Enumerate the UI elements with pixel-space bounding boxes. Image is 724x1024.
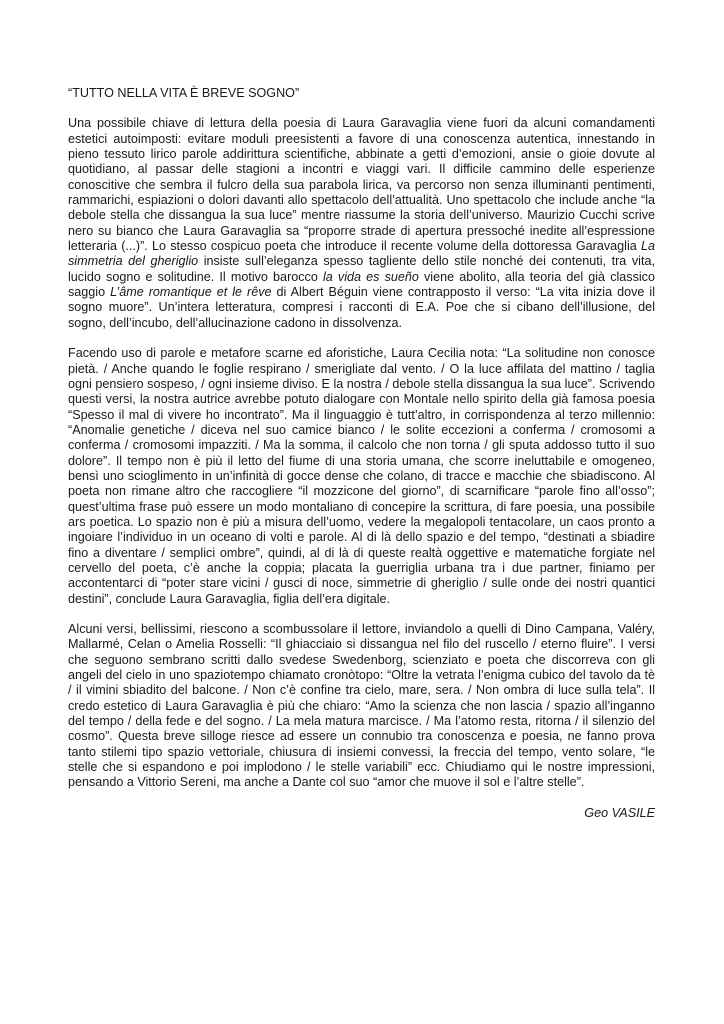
document-page: [68, 86, 655, 821]
book-title-italic: La simmetria del gheriglio: [68, 239, 655, 269]
motif-italic: la vida es sueño: [323, 269, 419, 284]
essay-title-italic: L’âme romantique et le rêve: [110, 285, 272, 300]
author-signature: Geo VASILE: [584, 805, 655, 820]
paragraph-1-text-g: di Albert Béguin viene contrapposto il verso: “La vita inizia dove il sogno muore”. Un’intera letteratura, compresi i racconti di E.A. Poe che si cibano dell’illusione, del sogno, dell’incubo, dell’allucinazione cadono in dissolvenza.: [68, 285, 655, 330]
paragraph-1-text-a: Una possibile chiave di lettura della poesia di Laura Garavaglia viene fuori da alcuni comandamenti estetici autoimposti: evitare moduli preesistenti a favore di una conoscenza autentica, innestando in pieno tessuto lirico parole addirittura scientifiche, abbinate a getti d’emozioni, ansie o gioie dovute al quotidiano, al passar delle stagioni a incontri e viaggi vari. Il difficile cammino delle esperienze conoscitive che sembra il fulcro della sua parabola lirica, va percorso non senza illuminanti pentimenti, rammarichi, espiazioni o dolori davanti allo spettacolo dell’attualità. Uno spettacolo che include anche “la debole stella che dissangua la sua luce” mentre riassume la storia dell’universo. Maurizio Cucchi scrive nero su bianco che Laura Garavaglia sa “proporre strade di apertura pressoché inedite all’espressione letteraria (...)”. Lo stesso cospicuo poeta che introduce il recente volume della dottoressa Garavaglia: [68, 116, 655, 254]
paragraph-1: [68, 116, 655, 331]
paragraph-1-text-e: viene abolito, alla teoria del già classico saggio: [68, 269, 655, 300]
paragraph-1-text-c: insiste sull’eleganza spesso tagliente dello stile nonché dei contenuti, tra vita, lucido sogno e solitudine. Il motivo barocco: [68, 254, 655, 284]
paragraph-3: Alcuni versi, bellissimi, riescono a scombussolare il lettore, inviandolo a quelli di Dino Campana, Valéry, Mallarmé, Celan o Amelia Rosselli: “Il ghiacciaio si dissangua nel filo del ruscello / eterno fluire”. I versi che seguono sembrano scritti dallo svedese Swedenborg, scienziato e poeta che discorreva con gli angeli del cielo in uno spaziotempo chiamato cronòtopo: “Oltre la vetrata l’enigma cubico del tavolo da tè / il vimini sbiadito del balcone. / Non c’è confine tra cielo, mare, sera. / Non ombra di luce sulla tela”. Il credo estetico di Laura Garavaglia è più che chiaro: “Amo la scienza che non lascia / spazio all’inganno del tempo / della fede e del sogno. / La mela matura marcisce. / Ma l’atomo resta, ritorna / il silenzio del cosmo”. Questa breve silloge riesce ad essere un connubio tra conoscenza e poesia, ne fanno prova tanto stilemi tipo spazio vettoriale, chiusura di insiemi convessi, la freccia del tempo, vento solare, “le stelle che si espandono e poi implodono / le stelle variabili” ecc. Chiudiamo qui le nostre impressioni, pensando a Vittorio Sereni, ma anche a Dante col suo “amor che muove il sol e l’altre stelle”.: [68, 622, 655, 790]
paragraph-2: Facendo uso di parole e metafore scarne ed aforistiche, Laura Cecilia nota: “La solitudine non conosce pietà. / Anche quando le foglie respirano / smerigliate dal vento. / O la luce affilata del mattino / taglia ogni pensiero sospeso, / ogni insieme diviso. E la nostra / debole stella dissangua la sua luce”. Scrivendo questi versi, la nostra autrice avrebbe potuto dialogare con Montale nello spirito della già famosa poesia “Spesso il mal di vivere ho incontrato”. Ma il linguaggio è tutt’altro, in corrispondenza al terzo millennio: “Anomalie genetiche / diceva nel suo camice bianco / le solite eccezioni a conferma / cromosomi a conferma / cromosomi impazziti. / Ma la somma, il calcolo che non torna / gli sputa addosso tutto il suo dolore”. Il tempo non è più il letto del fiume di una storia umana, che scorre ineluttabile e omogeneo, bensì uno scioglimento in un’infinità di gocce dense che colano, di tracce e macchie che sbiadiscono. Al poeta non rimane altro che raccogliere “il mozzicone del giorno”, di scarnificare “parole fino all’osso”; quest’ultima frase può essere un modo montaliano di concepire la scrittura, di fare poesia, una possibile ars poetica. Lo spazio non è più a misura dell’uomo, vedere la megalopoli tentacolare, un caos pronto a ingoiare l’individuo in un oceano di volti e parole. Al di là dello spazio e del tempo, “destinati a sbiadire fino a diventare / semplici ombre”, quindi, al di là di queste realtà oggettive e matematiche forgiate nel cervello del poeta, c’è anche la coppia; placata la guerriglia urbana tra i due partner, finiamo per accontentarci di “poter stare vicini / gusci di noce, simmetrie di gheriglio / sulle onde dei nostri quantici destini”, conclude Laura Garavaglia, figlia dell’era digitale.: [68, 346, 655, 606]
article-title: “TUTTO NELLA VITA È BREVE SOGNO”: [68, 86, 300, 100]
